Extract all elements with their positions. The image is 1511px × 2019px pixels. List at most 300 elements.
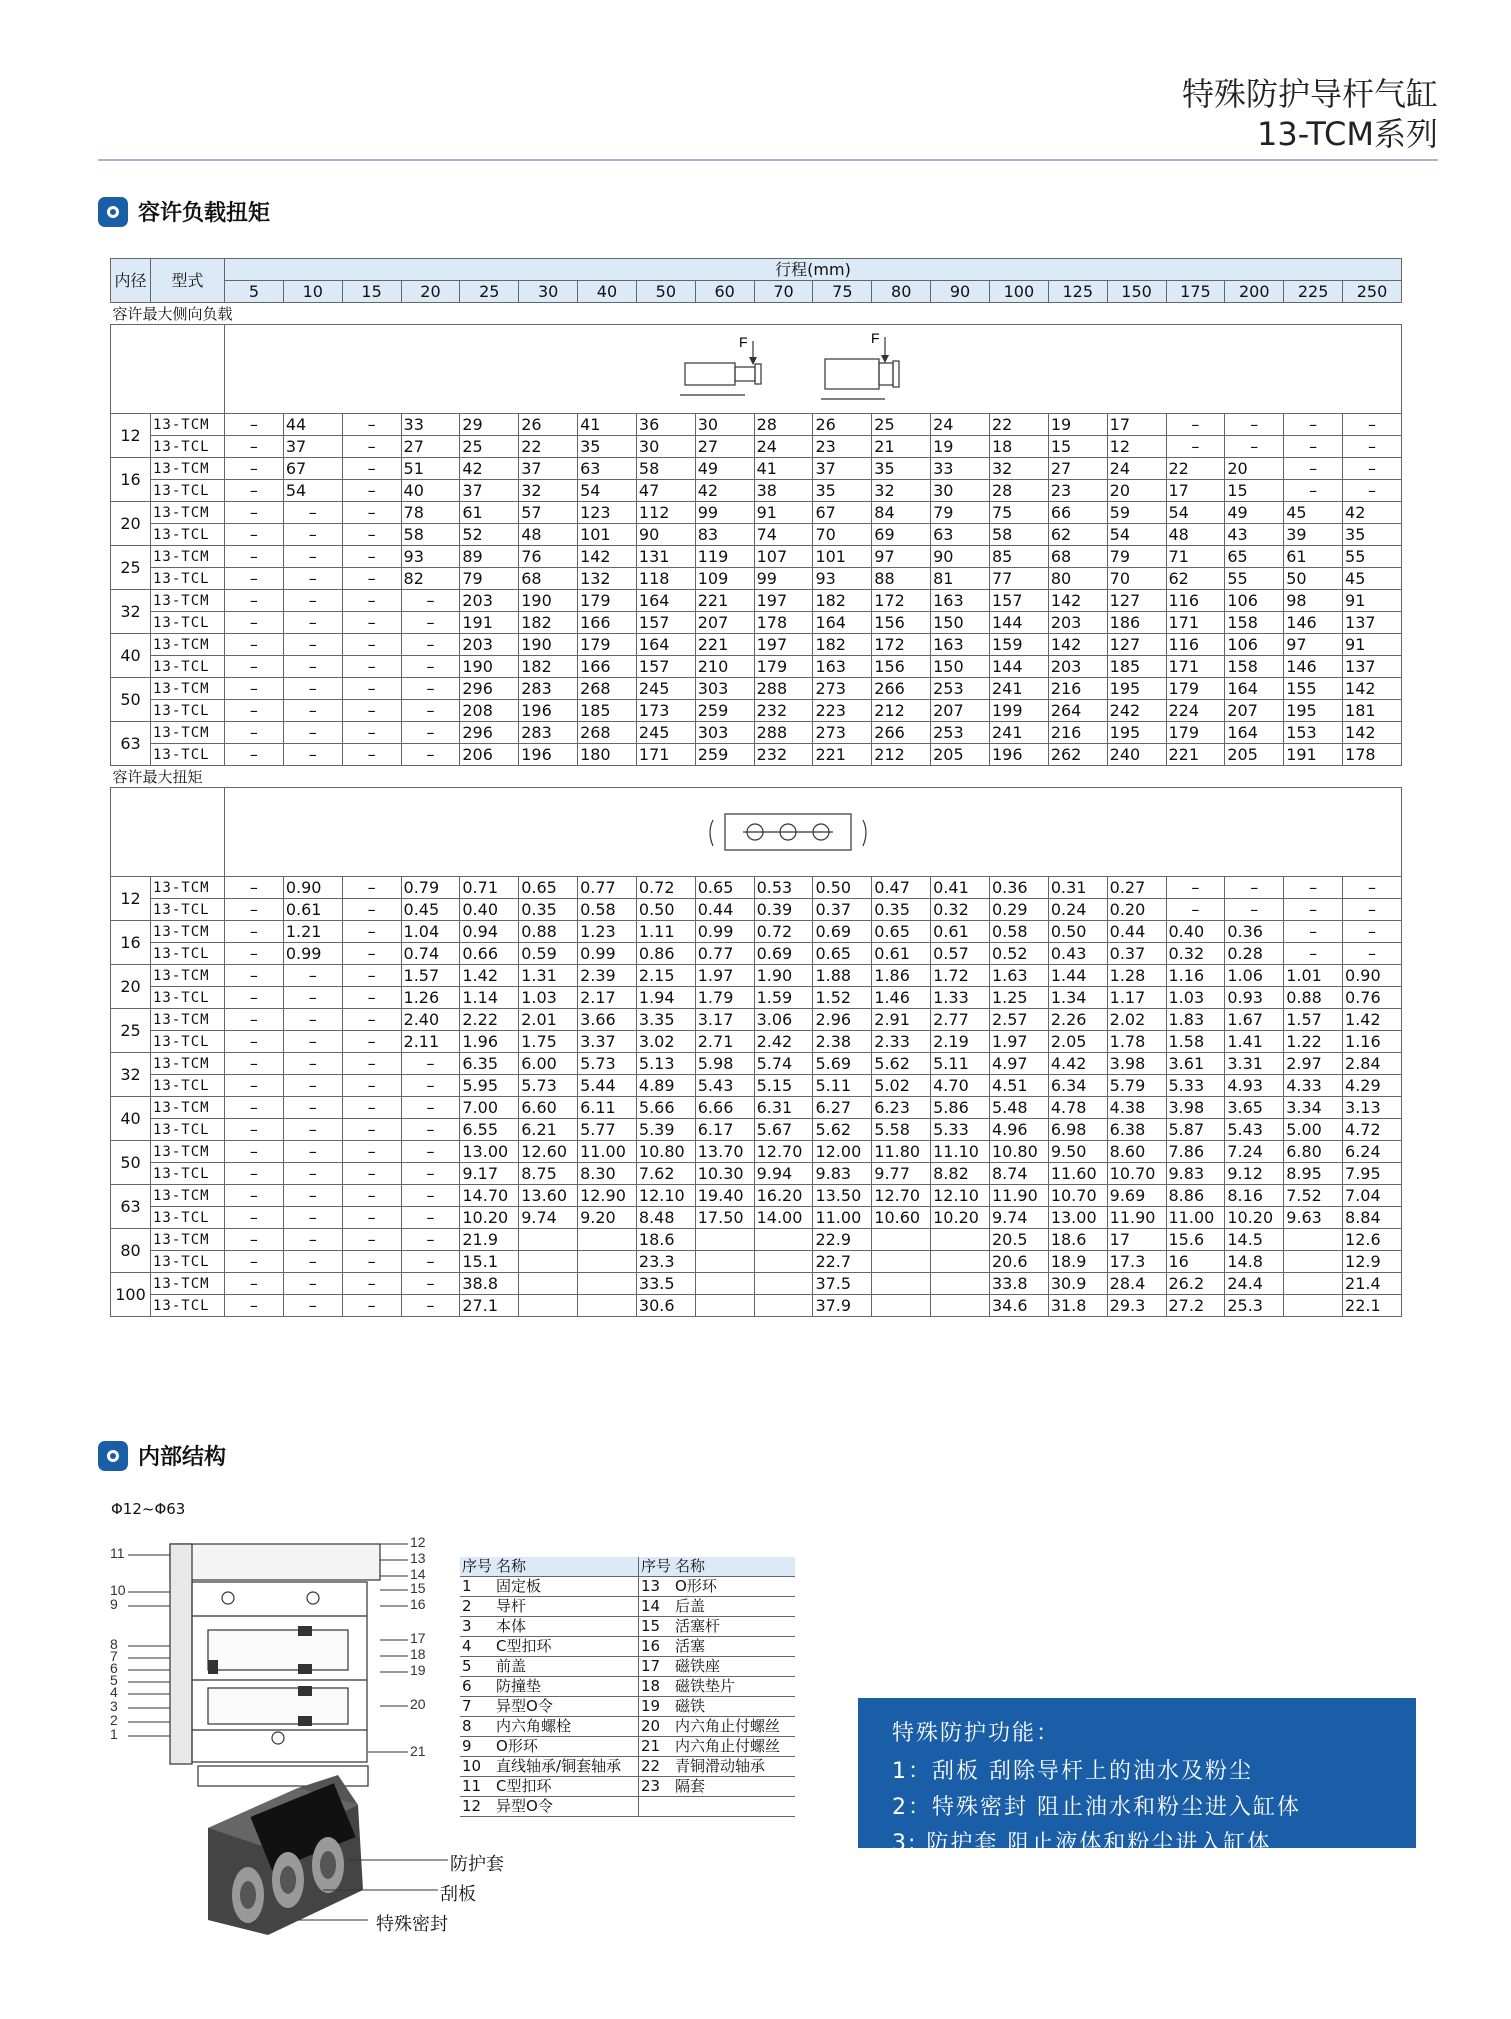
value-cell: 7.95 xyxy=(1343,1163,1402,1185)
value-cell: 6.17 xyxy=(695,1119,754,1141)
value-cell: 116 xyxy=(1166,590,1225,612)
diagram-row xyxy=(111,788,1402,877)
value-cell: 12.90 xyxy=(578,1185,637,1207)
value-cell xyxy=(519,1273,578,1295)
stroke-header: 70 xyxy=(754,281,813,303)
value-cell: 241 xyxy=(989,722,1048,744)
value-cell: 50 xyxy=(1284,568,1343,590)
value-cell: 5.43 xyxy=(695,1075,754,1097)
model-cell: 13-TCL xyxy=(151,1251,225,1273)
table-row xyxy=(111,546,1402,568)
value-cell: – xyxy=(342,1119,401,1141)
value-cell: – xyxy=(225,612,284,634)
value-cell: 14.00 xyxy=(754,1207,813,1229)
model-cell: 13-TCM xyxy=(151,877,225,899)
value-cell: – xyxy=(401,1097,460,1119)
value-cell: – xyxy=(1343,436,1402,458)
value-cell: – xyxy=(225,1251,284,1273)
value-cell: 283 xyxy=(519,678,578,700)
bore-cell: 12 xyxy=(111,414,151,458)
value-cell: – xyxy=(283,1295,342,1317)
value-cell: 259 xyxy=(695,700,754,722)
part-name: 防撞垫 xyxy=(494,1677,639,1697)
value-cell: 2.26 xyxy=(1048,1009,1107,1031)
value-cell: 90 xyxy=(636,524,695,546)
value-cell: 0.47 xyxy=(872,877,931,899)
value-cell: 123 xyxy=(578,502,637,524)
value-cell: 35 xyxy=(813,480,872,502)
value-cell: 253 xyxy=(931,678,990,700)
bore-cell: 20 xyxy=(111,965,151,1009)
value-cell: 99 xyxy=(695,502,754,524)
model-cell: 13-TCL xyxy=(151,612,225,634)
value-cell: 210 xyxy=(695,656,754,678)
value-cell: 4.70 xyxy=(931,1075,990,1097)
value-cell: 101 xyxy=(813,546,872,568)
parts-header-row xyxy=(460,1557,795,1577)
value-cell: 173 xyxy=(636,700,695,722)
value-cell: 164 xyxy=(1225,678,1284,700)
value-cell: 22.1 xyxy=(1343,1295,1402,1317)
table-row xyxy=(111,1251,1402,1273)
parts-list-table xyxy=(460,1557,795,1817)
value-cell: 221 xyxy=(695,590,754,612)
value-cell: – xyxy=(342,1185,401,1207)
value-cell: 4.72 xyxy=(1343,1119,1402,1141)
value-cell: 26 xyxy=(813,414,872,436)
value-cell: – xyxy=(225,1273,284,1295)
part-name: 名称 xyxy=(494,1557,639,1577)
value-cell: 158 xyxy=(1225,656,1284,678)
value-cell: 5.33 xyxy=(931,1119,990,1141)
value-cell: 303 xyxy=(695,722,754,744)
value-cell: – xyxy=(283,634,342,656)
value-cell: 83 xyxy=(695,524,754,546)
stroke-header: 150 xyxy=(1107,281,1166,303)
value-cell: 11.90 xyxy=(989,1185,1048,1207)
value-cell: – xyxy=(225,1097,284,1119)
value-cell: – xyxy=(225,634,284,656)
model-cell: 13-TCL xyxy=(151,1163,225,1185)
table-row xyxy=(111,1141,1402,1163)
value-cell: 10.70 xyxy=(1107,1163,1166,1185)
part-name: 活塞杆 xyxy=(673,1617,795,1637)
model-cell: 13-TCL xyxy=(151,899,225,921)
value-cell: 191 xyxy=(460,612,519,634)
value-cell: – xyxy=(1284,436,1343,458)
value-cell: 232 xyxy=(754,700,813,722)
table-row xyxy=(111,1119,1402,1141)
value-cell: 5.00 xyxy=(1284,1119,1343,1141)
value-cell: 30.9 xyxy=(1048,1273,1107,1295)
value-cell: 10.80 xyxy=(636,1141,695,1163)
part-name: 青铜滑动轴承 xyxy=(673,1757,795,1777)
value-cell: 163 xyxy=(931,634,990,656)
value-cell: 179 xyxy=(754,656,813,678)
value-cell: – xyxy=(283,1097,342,1119)
table-row xyxy=(111,436,1402,458)
value-cell: 2.77 xyxy=(931,1009,990,1031)
value-cell: 97 xyxy=(872,546,931,568)
value-cell xyxy=(931,1229,990,1251)
value-cell: 1.57 xyxy=(401,965,460,987)
section-label: 容许最大扭矩 xyxy=(111,766,1402,788)
value-cell: 25 xyxy=(460,436,519,458)
part-name: 活塞 xyxy=(673,1637,795,1657)
value-cell: 207 xyxy=(1225,700,1284,722)
value-cell: 207 xyxy=(695,612,754,634)
part-no: 18 xyxy=(639,1677,674,1697)
stroke-header: 5 xyxy=(225,281,284,303)
model-cell: 13-TCL xyxy=(151,436,225,458)
value-cell: 70 xyxy=(1107,568,1166,590)
value-cell: – xyxy=(283,1163,342,1185)
value-cell: 0.52 xyxy=(989,943,1048,965)
value-cell: 0.35 xyxy=(872,899,931,921)
value-cell: 6.35 xyxy=(460,1053,519,1075)
value-cell: 38 xyxy=(754,480,813,502)
bore-cell: 25 xyxy=(111,1009,151,1053)
value-cell: 245 xyxy=(636,678,695,700)
bore-cell: 63 xyxy=(111,1185,151,1229)
value-cell: 45 xyxy=(1284,502,1343,524)
value-cell: 6.38 xyxy=(1107,1119,1166,1141)
value-cell: 2.22 xyxy=(460,1009,519,1031)
value-cell: – xyxy=(283,678,342,700)
value-cell: 9.94 xyxy=(754,1163,813,1185)
table-row xyxy=(111,480,1402,502)
value-cell: – xyxy=(342,1207,401,1229)
value-cell: 11.80 xyxy=(872,1141,931,1163)
value-cell: 12.60 xyxy=(519,1141,578,1163)
table-row xyxy=(111,700,1402,722)
value-cell: 88 xyxy=(872,568,931,590)
value-cell: 1.52 xyxy=(813,987,872,1009)
value-cell: 197 xyxy=(754,590,813,612)
value-cell: 1.11 xyxy=(636,921,695,943)
value-cell: – xyxy=(342,436,401,458)
value-cell: 12.10 xyxy=(636,1185,695,1207)
value-cell: 63 xyxy=(931,524,990,546)
model-cell: 13-TCL xyxy=(151,943,225,965)
value-cell: 156 xyxy=(872,656,931,678)
value-cell: 66 xyxy=(1048,502,1107,524)
value-cell: – xyxy=(225,899,284,921)
table-row xyxy=(111,1097,1402,1119)
stroke-header: 90 xyxy=(931,281,990,303)
value-cell: 33 xyxy=(401,414,460,436)
value-cell: 0.58 xyxy=(578,899,637,921)
value-cell: 27 xyxy=(695,436,754,458)
diagram-spacer xyxy=(111,788,225,877)
value-cell xyxy=(1284,1295,1343,1317)
bore-cell: 16 xyxy=(111,458,151,502)
value-cell: 40 xyxy=(401,480,460,502)
part-name: O形环 xyxy=(494,1737,639,1757)
value-cell xyxy=(1284,1273,1343,1295)
feature-line-1: 1：刮板 刮除导杆上的油水及粉尘 xyxy=(892,1759,1253,1784)
torque-icon xyxy=(225,788,1402,876)
table-row xyxy=(111,458,1402,480)
value-cell: – xyxy=(342,987,401,1009)
value-cell xyxy=(519,1229,578,1251)
value-cell: 0.27 xyxy=(1107,877,1166,899)
part-name: O形环 xyxy=(673,1577,795,1597)
value-cell: 0.74 xyxy=(401,943,460,965)
value-cell: 1.96 xyxy=(460,1031,519,1053)
stroke-header: 20 xyxy=(401,281,460,303)
model-cell: 13-TCM xyxy=(151,634,225,656)
value-cell: 42 xyxy=(1343,502,1402,524)
value-cell: 16 xyxy=(1166,1251,1225,1273)
value-cell: 0.36 xyxy=(989,877,1048,899)
value-cell: 1.97 xyxy=(695,965,754,987)
value-cell: 182 xyxy=(813,634,872,656)
value-cell: 0.77 xyxy=(695,943,754,965)
value-cell: 4.96 xyxy=(989,1119,1048,1141)
value-cell: – xyxy=(342,634,401,656)
value-cell: 55 xyxy=(1225,568,1284,590)
value-cell: 203 xyxy=(460,634,519,656)
value-cell: 41 xyxy=(578,414,637,436)
value-cell: 4.93 xyxy=(1225,1075,1284,1097)
value-cell: – xyxy=(283,656,342,678)
value-cell: 1.06 xyxy=(1225,965,1284,987)
value-cell: 144 xyxy=(989,612,1048,634)
value-cell: – xyxy=(283,1053,342,1075)
value-cell: – xyxy=(1343,921,1402,943)
value-cell: – xyxy=(283,965,342,987)
model-cell: 13-TCM xyxy=(151,722,225,744)
value-cell: 1.44 xyxy=(1048,965,1107,987)
value-cell: 5.87 xyxy=(1166,1119,1225,1141)
value-cell: 259 xyxy=(695,744,754,766)
value-cell: 273 xyxy=(813,722,872,744)
value-cell: 179 xyxy=(578,590,637,612)
value-cell: 0.37 xyxy=(1107,943,1166,965)
value-cell: 0.57 xyxy=(931,943,990,965)
value-cell: 5.11 xyxy=(931,1053,990,1075)
value-cell: 0.50 xyxy=(1048,921,1107,943)
model-cell: 13-TCM xyxy=(151,1141,225,1163)
value-cell: 74 xyxy=(754,524,813,546)
value-cell: 15 xyxy=(1048,436,1107,458)
value-cell: 1.94 xyxy=(636,987,695,1009)
value-cell: 22 xyxy=(989,414,1048,436)
value-cell: – xyxy=(283,1119,342,1141)
torque-diagram xyxy=(225,788,1402,877)
value-cell: 51 xyxy=(401,458,460,480)
value-cell: 19.40 xyxy=(695,1185,754,1207)
table-row xyxy=(111,1207,1402,1229)
stroke-header: 250 xyxy=(1343,281,1402,303)
value-cell: – xyxy=(225,1009,284,1031)
value-cell: 93 xyxy=(401,546,460,568)
value-cell: 3.35 xyxy=(636,1009,695,1031)
value-cell: 142 xyxy=(1048,590,1107,612)
value-cell: 82 xyxy=(401,568,460,590)
value-cell: 283 xyxy=(519,722,578,744)
value-cell: – xyxy=(225,590,284,612)
value-cell: 19 xyxy=(931,436,990,458)
section-title: 容许负载扭矩 xyxy=(138,201,271,226)
value-cell: 195 xyxy=(1107,722,1166,744)
stroke-header: 100 xyxy=(989,281,1048,303)
value-cell: 17 xyxy=(1107,414,1166,436)
value-cell: 6.11 xyxy=(578,1097,637,1119)
value-cell: 3.98 xyxy=(1166,1097,1225,1119)
part-number-label: 1 xyxy=(110,1726,118,1742)
value-cell: 10.20 xyxy=(1225,1207,1284,1229)
value-cell: 52 xyxy=(460,524,519,546)
value-cell: 35 xyxy=(1343,524,1402,546)
model-cell: 13-TCL xyxy=(151,744,225,766)
value-cell: 0.90 xyxy=(1343,965,1402,987)
part-number-label: 3 xyxy=(110,1698,118,1714)
value-cell: 1.16 xyxy=(1343,1031,1402,1053)
value-cell: 15.1 xyxy=(460,1251,519,1273)
value-cell: 156 xyxy=(872,612,931,634)
value-cell: 131 xyxy=(636,546,695,568)
value-cell: 1.14 xyxy=(460,987,519,1009)
value-cell: 179 xyxy=(1166,722,1225,744)
value-cell: 3.98 xyxy=(1107,1053,1166,1075)
value-cell: 5.98 xyxy=(695,1053,754,1075)
stroke-header: 50 xyxy=(636,281,695,303)
value-cell: – xyxy=(225,502,284,524)
value-cell: – xyxy=(283,1009,342,1031)
stroke-header: 30 xyxy=(519,281,578,303)
value-cell: 5.77 xyxy=(578,1119,637,1141)
section-heading-load xyxy=(98,196,270,227)
value-cell: 24 xyxy=(754,436,813,458)
table-row xyxy=(111,1053,1402,1075)
value-cell: 1.57 xyxy=(1284,1009,1343,1031)
value-cell: 23 xyxy=(1048,480,1107,502)
value-cell: – xyxy=(401,1075,460,1097)
value-cell: 182 xyxy=(519,612,578,634)
part-number-label: 2 xyxy=(110,1712,118,1728)
part-name: 内六角止付螺丝 xyxy=(673,1737,795,1757)
value-cell: – xyxy=(225,480,284,502)
value-cell: 164 xyxy=(1225,722,1284,744)
header-stroke: 行程(mm) xyxy=(225,259,1402,281)
value-cell: 142 xyxy=(1343,722,1402,744)
value-cell: – xyxy=(225,568,284,590)
value-cell: 7.04 xyxy=(1343,1185,1402,1207)
part-name: 磁铁垫片 xyxy=(673,1677,795,1697)
value-cell: 3.31 xyxy=(1225,1053,1284,1075)
value-cell: 33.5 xyxy=(636,1273,695,1295)
bore-cell: 50 xyxy=(111,1141,151,1185)
value-cell: 137 xyxy=(1343,612,1402,634)
stroke-header: 80 xyxy=(872,281,931,303)
value-cell: 5.86 xyxy=(931,1097,990,1119)
value-cell: 12.70 xyxy=(754,1141,813,1163)
value-cell: – xyxy=(225,722,284,744)
header-divider xyxy=(98,159,1438,161)
value-cell: 163 xyxy=(931,590,990,612)
value-cell: 6.21 xyxy=(519,1119,578,1141)
value-cell: 31.8 xyxy=(1048,1295,1107,1317)
value-cell: 27 xyxy=(401,436,460,458)
value-cell: 0.24 xyxy=(1048,899,1107,921)
value-cell: – xyxy=(1343,877,1402,899)
value-cell: – xyxy=(1166,414,1225,436)
part-no: 17 xyxy=(639,1657,674,1677)
value-cell: 2.39 xyxy=(578,965,637,987)
value-cell: 48 xyxy=(519,524,578,546)
value-cell: 199 xyxy=(989,700,1048,722)
value-cell: 164 xyxy=(636,590,695,612)
value-cell: 1.04 xyxy=(401,921,460,943)
value-cell: 93 xyxy=(813,568,872,590)
value-cell: 4.29 xyxy=(1343,1075,1402,1097)
model-cell: 13-TCM xyxy=(151,590,225,612)
value-cell xyxy=(1284,1229,1343,1251)
value-cell: 1.63 xyxy=(989,965,1048,987)
value-cell: 203 xyxy=(460,590,519,612)
value-cell: 0.28 xyxy=(1225,943,1284,965)
feature-line-2: 2：特殊密封 阻止油水和粉尘进入缸体 xyxy=(892,1795,1301,1820)
value-cell: – xyxy=(342,1031,401,1053)
value-cell: 142 xyxy=(1343,678,1402,700)
value-cell: 2.97 xyxy=(1284,1053,1343,1075)
value-cell: 2.19 xyxy=(931,1031,990,1053)
model-cell: 13-TCM xyxy=(151,1273,225,1295)
table-row xyxy=(111,678,1402,700)
value-cell: 178 xyxy=(1343,744,1402,766)
value-cell: 9.20 xyxy=(578,1207,637,1229)
value-cell: 0.61 xyxy=(283,899,342,921)
load-torque-table xyxy=(110,258,1402,1317)
table-row xyxy=(111,1009,1402,1031)
parts-row xyxy=(460,1617,795,1637)
table-row xyxy=(111,722,1402,744)
value-cell: 30 xyxy=(636,436,695,458)
value-cell: – xyxy=(1284,921,1343,943)
value-cell: 212 xyxy=(872,744,931,766)
value-cell: 42 xyxy=(695,480,754,502)
value-cell: 0.99 xyxy=(695,921,754,943)
value-cell: 1.86 xyxy=(872,965,931,987)
value-cell: 14.8 xyxy=(1225,1251,1284,1273)
value-cell: – xyxy=(1343,943,1402,965)
value-cell xyxy=(872,1295,931,1317)
value-cell xyxy=(872,1229,931,1251)
value-cell: 159 xyxy=(989,634,1048,656)
value-cell: – xyxy=(401,1229,460,1251)
value-cell: 266 xyxy=(872,678,931,700)
value-cell: 157 xyxy=(989,590,1048,612)
part-name: 磁铁 xyxy=(673,1697,795,1717)
value-cell: 45 xyxy=(1343,568,1402,590)
value-cell: 79 xyxy=(460,568,519,590)
value-cell: 0.50 xyxy=(813,877,872,899)
value-cell: 207 xyxy=(931,700,990,722)
value-cell: 1.17 xyxy=(1107,987,1166,1009)
model-cell: 13-TCM xyxy=(151,1229,225,1251)
value-cell: 268 xyxy=(578,722,637,744)
value-cell: 245 xyxy=(636,722,695,744)
value-cell: 4.89 xyxy=(636,1075,695,1097)
value-cell: 17 xyxy=(1107,1229,1166,1251)
bore-cell: 63 xyxy=(111,722,151,766)
value-cell: 12 xyxy=(1107,436,1166,458)
value-cell: 8.75 xyxy=(519,1163,578,1185)
model-cell: 13-TCL xyxy=(151,987,225,1009)
value-cell: 8.30 xyxy=(578,1163,637,1185)
